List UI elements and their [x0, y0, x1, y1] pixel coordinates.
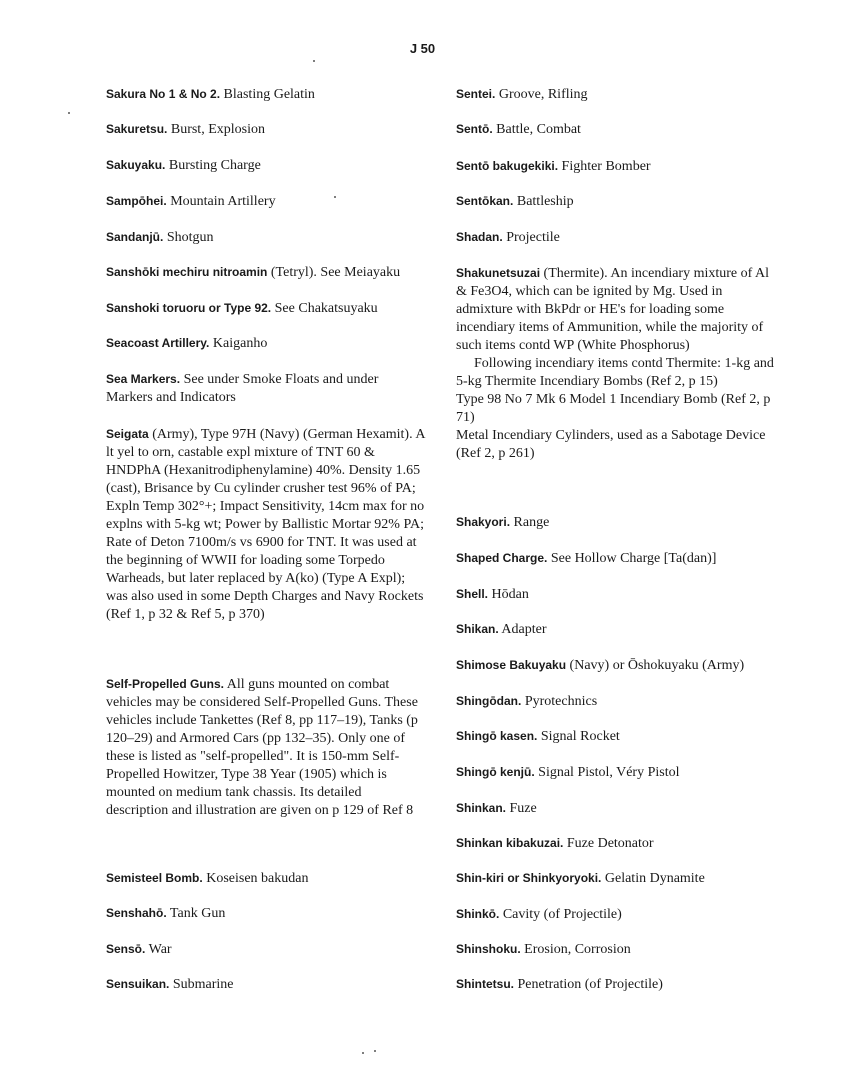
entry-definition: Fighter Bomber [558, 159, 651, 174]
glossary-entry [106, 85, 426, 104]
entry-definition: Gelatin Dynamite [601, 871, 705, 886]
entry-term: Sakuretsu. [106, 122, 168, 136]
entry-text [106, 120, 426, 139]
entry-text [106, 228, 426, 247]
glossary-entry [456, 120, 776, 139]
entry-term: Sakuyaku. [106, 158, 166, 172]
entry-text [456, 120, 776, 139]
glossary-entry [456, 727, 776, 746]
entry-term: Shinkan kibakuzai. [456, 836, 564, 850]
entry-text [456, 585, 776, 604]
entry-text [456, 975, 776, 994]
entry-text [456, 905, 776, 924]
glossary-entry [106, 192, 426, 211]
glossary-entry [106, 334, 426, 353]
entry-term: Sakura No 1 & No 2. [106, 87, 221, 101]
entry-text [456, 834, 776, 853]
entry-text [456, 513, 776, 532]
entry-term: Shingōdan. [456, 694, 522, 708]
entry-term: Shingō kenjū. [456, 765, 535, 779]
entry-text [456, 620, 776, 639]
glossary-entry [456, 192, 776, 211]
entry-continuation: Metal Incendiary Cylinders, used as a Sabotage Device (Ref 2, p 261) [456, 428, 766, 461]
glossary-entry [106, 156, 426, 175]
entry-term: Shadan. [456, 230, 503, 244]
glossary-entry [106, 975, 426, 994]
entry-term: Shakyori. [456, 515, 511, 529]
entry-definition: Mountain Artillery [166, 194, 276, 209]
entry-text [456, 192, 776, 211]
entry-term: Seacoast Artillery. [106, 336, 210, 350]
entry-term: Sensō. [106, 942, 146, 956]
entry-definition: Kaiganho [209, 336, 268, 351]
entry-definition: (Navy) or Ōshokuyaku (Army) [566, 658, 745, 673]
entry-definition: Battle, Combat [492, 122, 581, 137]
entry-definition: Tank Gun [166, 906, 226, 921]
entry-term: Sentei. [456, 87, 496, 101]
entry-term: Semisteel Bomb. [106, 871, 203, 885]
entry-text [106, 156, 426, 175]
entry-term: Sanshoki toruoru or Type 92. [106, 301, 272, 315]
entry-definition: Cavity (of Projectile) [499, 907, 622, 922]
entry-text [456, 727, 776, 746]
glossary-entry [456, 157, 776, 176]
entry-term: Sandanjū. [106, 230, 164, 244]
entry-term: Sensuikan. [106, 977, 170, 991]
entry-term: Sentō bakugekiki. [456, 159, 559, 173]
entry-text [106, 192, 426, 211]
entry-text [456, 763, 776, 782]
glossary-entry [106, 263, 426, 282]
entry-definition: Submarine [169, 977, 234, 992]
entry-text [456, 799, 776, 818]
entry-definition: See Chakatsuyaku [271, 301, 378, 316]
entry-definition: See Hollow Charge [Ta(dan)] [547, 551, 717, 566]
entry-definition: Groove, Rifling [495, 87, 588, 102]
entry-text [456, 228, 776, 247]
glossary-entry [106, 120, 426, 139]
entry-term: Shimose Bakuyaku [456, 658, 567, 672]
glossary-entry [106, 869, 426, 888]
entry-term: Shingō kasen. [456, 729, 538, 743]
entry-term: Shin-kiri or Shinkyoryoki. [456, 871, 602, 885]
entry-term: Shaped Charge. [456, 551, 548, 565]
entry-term: Shinkō. [456, 907, 500, 921]
entry-text [106, 869, 426, 888]
entry-term: Seigata [106, 427, 149, 441]
entry-definition: Koseisen bakudan [202, 871, 309, 886]
entry-definition: Erosion, Corrosion [520, 942, 631, 957]
entry-text [106, 85, 426, 104]
entry-term: Sanshōki mechiru nitroamin [106, 265, 268, 279]
entry-text [106, 370, 426, 407]
glossary-entry [456, 620, 776, 639]
entry-definition: Burst, Explosion [167, 122, 265, 137]
entry-text [106, 904, 426, 923]
entry-text [106, 263, 426, 282]
entry-text [106, 675, 426, 820]
entry-definition: All guns mounted on combat vehicles may be considered Self-Propelled Guns. These vehicles include Tankettes (Ref 8, pp 117–19), Tanks (p 120–29) and Armored Cars (pp 132–35). Only one of these is listed as "self-propelled". It is 150-mm Self-Propelled Howitzer, Type 38 Year (1905) which is mounted on medium tank chassis. Its detailed description and illustration are given on p 129 of Ref 8 [106, 677, 418, 818]
entry-term: Sea Markers. [106, 372, 181, 386]
entry-definition: Hōdan [488, 587, 529, 602]
glossary-entry [106, 675, 426, 820]
entry-text [106, 425, 426, 624]
entry-continuation: Type 98 No 7 Mk 6 Model 1 Incendiary Bomb (Ref 2, p 71) [456, 392, 771, 425]
entry-text [456, 157, 776, 176]
glossary-entry [106, 940, 426, 959]
entry-definition: (Army), Type 97H (Navy) (German Hexamit). A lt yel to orn, castable expl mixture of TNT 60 & HNDPhA (Hexanitrodiphenylamine) 40%. Density 1.65 (cast), Brisance by Cu cylinder crusher test 96% of PA; Expln Temp 302°+; Impact Sensitivity, 14cm max for no explns with 5-kg wt; Power by Ballistic Mortar 92% PA; Rate of Deton 7100m/s vs 6900 for TNT. It was used at the beginning of WWII for loading some Torpedo Warheads, but later replaced by A(ko) (Type A Expl); was also used in some Depth Charges and Navy Rockets (Ref 1, p 32 & Ref 5, p 370) [106, 427, 425, 622]
glossary-entry [456, 940, 776, 959]
glossary-entry [456, 656, 776, 675]
entry-term: Sampōhei. [106, 194, 167, 208]
glossary-entry [456, 85, 776, 104]
entry-definition: See under Smoke Floats and under Markers and Indicators [106, 372, 379, 405]
entry-term: Shell. [456, 587, 489, 601]
glossary-entry [456, 869, 776, 888]
entry-term: Shakunetsuzai [456, 266, 541, 280]
entry-definition: Range [510, 515, 550, 530]
entry-term: Shikan. [456, 622, 499, 636]
entry-definition: Fuze Detonator [563, 836, 654, 851]
glossary-entry [456, 549, 776, 568]
entry-definition: Shotgun [163, 230, 214, 245]
entry-text [456, 692, 776, 711]
entry-definition: Penetration (of Projectile) [514, 977, 663, 992]
entry-definition: Signal Rocket [537, 729, 620, 744]
entry-definition: Battleship [513, 194, 574, 209]
glossary-entry [456, 799, 776, 818]
glossary-entry [456, 763, 776, 782]
entry-term: Shinkan. [456, 801, 507, 815]
entry-text [456, 869, 776, 888]
entry-term: Self-Propelled Guns. [106, 677, 225, 691]
entry-definition: Pyrotechnics [521, 694, 598, 709]
entry-text [456, 85, 776, 104]
glossary-entry [106, 904, 426, 923]
entry-definition: Blasting Gelatin [220, 87, 315, 102]
entry-text [456, 656, 776, 675]
entry-text [106, 334, 426, 353]
entry-definition: (Tetryl). See Meiayaku [267, 265, 401, 280]
page-number: J 50 [409, 41, 436, 56]
entry-text [106, 975, 426, 994]
entry-term: Senshahō. [106, 906, 167, 920]
entry-text [456, 549, 776, 568]
glossary-entry [456, 513, 776, 532]
entry-text [456, 264, 776, 355]
glossary-entry [456, 905, 776, 924]
entry-text [106, 940, 426, 959]
entry-term: Sentō. [456, 122, 493, 136]
entry-term: Sentōkan. [456, 194, 514, 208]
glossary-entry [456, 692, 776, 711]
entry-continuation: Following incendiary items contd Thermite: 1-kg and 5-kg Thermite Incendiary Bombs (Ref 2, p 15) [456, 356, 774, 389]
glossary-entry [456, 585, 776, 604]
glossary-entry [106, 228, 426, 247]
entry-text [456, 940, 776, 959]
glossary-entry [106, 425, 426, 624]
entry-definition: War [145, 942, 172, 957]
entry-term: Shinshoku. [456, 942, 521, 956]
entry-text [106, 299, 426, 318]
glossary-entry [456, 264, 776, 463]
entry-term: Shintetsu. [456, 977, 515, 991]
entry-definition: Signal Pistol, Véry Pistol [534, 765, 680, 780]
glossary-entry [456, 228, 776, 247]
glossary-entry [456, 834, 776, 853]
glossary-entry [106, 299, 426, 318]
glossary-entry [106, 370, 426, 407]
entry-definition: Bursting Charge [165, 158, 261, 173]
entry-definition: Adapter [498, 622, 547, 637]
entry-definition: (Thermite). An incendiary mixture of Al & Fe3O4, which can be ignited by Mg. Used in admixture with BkPdr or HE's for loading some incendiary items of Ammunition, while the majority of such items contd WP (White Phosphorus) [456, 266, 770, 353]
entry-definition: Fuze [506, 801, 537, 816]
entry-definition: Projectile [502, 230, 560, 245]
glossary-entry [456, 975, 776, 994]
